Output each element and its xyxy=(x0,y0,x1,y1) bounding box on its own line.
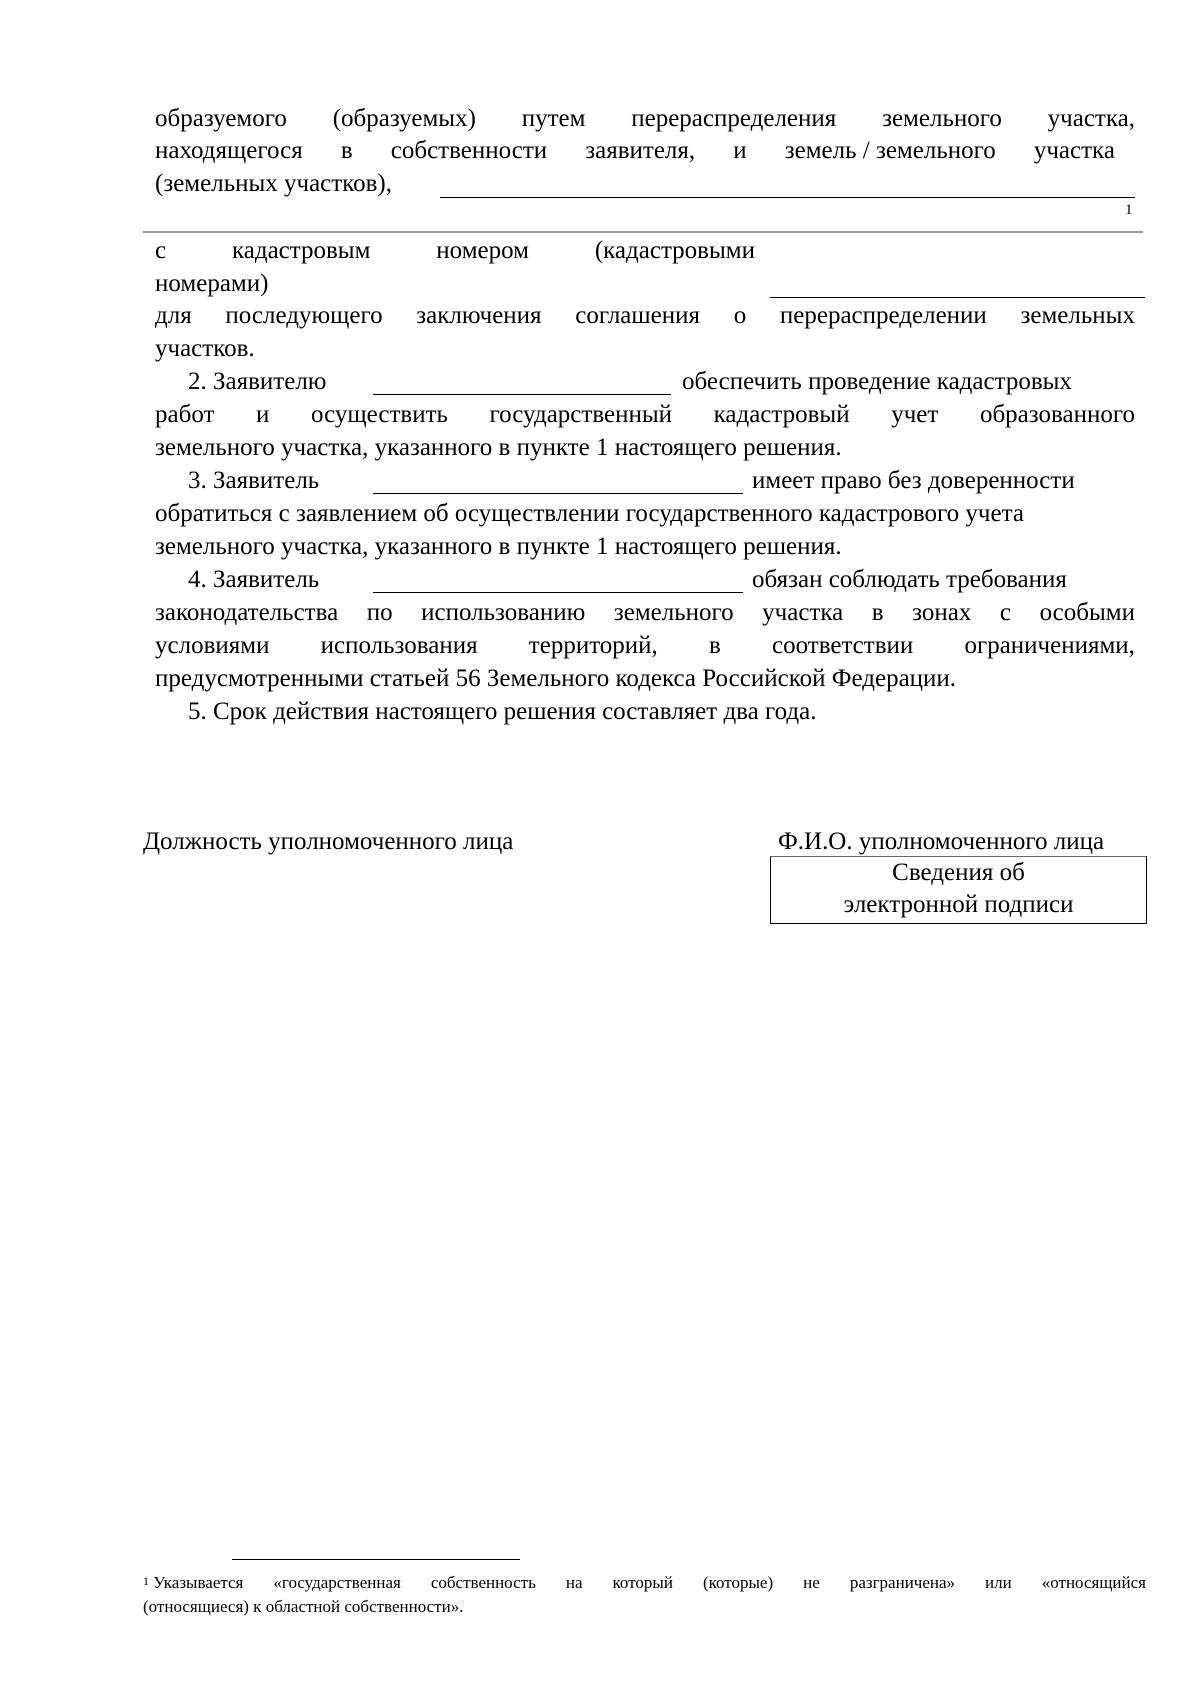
word: законодательства xyxy=(155,599,339,626)
word: земельного xyxy=(882,105,1002,132)
applicant-blank-3[interactable] xyxy=(373,592,743,593)
word: соответствии xyxy=(772,632,914,659)
word: государственный xyxy=(489,401,673,428)
item2-line3: земельного участка, указанного в пункте 1 настоящего решения. xyxy=(155,434,842,461)
word: с xyxy=(155,237,167,264)
word: разграничена» xyxy=(849,1573,956,1592)
word: по xyxy=(366,599,393,626)
item2-lead: 2. Заявителю xyxy=(188,368,327,395)
p1-line2 xyxy=(155,135,1115,167)
word: Указывается xyxy=(153,1573,244,1592)
word: кадастровый xyxy=(713,401,850,428)
word: собственность xyxy=(430,1573,536,1592)
applicant-blank-2[interactable] xyxy=(373,493,743,494)
footnote-line2: (относящиеся) к областной собственности». xyxy=(143,1597,464,1616)
esign-line1: Сведения об xyxy=(892,859,1025,886)
word: о xyxy=(733,302,747,329)
separator-line xyxy=(143,231,1143,233)
item4-lead: 4. Заявитель xyxy=(188,566,320,593)
p1-line3: (земельных участков), xyxy=(155,170,392,197)
word: участка xyxy=(1033,137,1115,164)
position-label: Должность уполномоченного лица xyxy=(143,828,514,855)
word: образуемого xyxy=(155,105,287,132)
word: находящегося xyxy=(155,137,303,164)
word: ограничениями, xyxy=(964,632,1135,659)
p2-line1 xyxy=(155,235,755,267)
word: «государственная xyxy=(273,1573,401,1592)
item2-line2 xyxy=(155,399,1135,431)
footnote-mark-and-word xyxy=(143,1571,243,1595)
electronic-signature-box xyxy=(770,856,1147,924)
item4-line3 xyxy=(155,630,1135,662)
word: (которые) xyxy=(702,1573,774,1592)
word: соглашения xyxy=(575,302,700,329)
word: и xyxy=(733,137,747,164)
word: учет xyxy=(891,401,939,428)
word: (образуемых) xyxy=(332,105,476,132)
word: особыми xyxy=(1039,599,1135,626)
p2-line4: участков. xyxy=(155,335,255,362)
applicant-blank-1[interactable] xyxy=(373,394,671,395)
cadastral-number-blank[interactable] xyxy=(770,297,1145,298)
footnote-separator xyxy=(232,1559,520,1560)
word: использования xyxy=(320,632,478,659)
fill-blank-line[interactable] xyxy=(440,197,1135,198)
word: работ xyxy=(155,401,215,428)
word: зонах xyxy=(912,599,972,626)
name-label: Ф.И.О. уполномоченного лица xyxy=(778,828,1105,855)
word: кадастровым xyxy=(231,237,371,264)
word: и xyxy=(256,401,270,428)
word: в xyxy=(709,632,721,659)
word: заключения xyxy=(416,302,542,329)
item4-tail: обязан соблюдать требования xyxy=(752,566,1067,593)
footnote-ref: 1 xyxy=(1125,202,1133,218)
footnote-mark: 1 xyxy=(143,1574,149,1588)
p1-line1 xyxy=(155,103,1135,135)
word: номером xyxy=(436,237,529,264)
item5-line: 5. Срок действия настоящего решения составляет два года. xyxy=(188,698,817,725)
word: на xyxy=(565,1573,583,1592)
word: путем xyxy=(521,105,586,132)
item3-line3: земельного участка, указанного в пункте 1 настоящего решения. xyxy=(155,533,842,560)
word: земельного xyxy=(613,599,734,626)
word: который xyxy=(612,1573,673,1592)
word: участка xyxy=(762,599,844,626)
footnote xyxy=(143,1571,1146,1619)
word: в xyxy=(340,137,353,164)
p2-line2: номерами) xyxy=(155,270,269,297)
esign-line2: электронной подписи xyxy=(843,891,1074,918)
word: использованию xyxy=(421,599,586,626)
word: (кадастровыми xyxy=(594,237,755,264)
word: образованного xyxy=(979,401,1135,428)
item3-lead: 3. Заявитель xyxy=(188,467,320,494)
word: осуществить xyxy=(311,401,448,428)
word: для xyxy=(155,302,192,329)
word: или xyxy=(985,1573,1012,1592)
footnote-line1 xyxy=(143,1571,1146,1595)
word: территорий, xyxy=(528,632,658,659)
word: условиями xyxy=(155,632,270,659)
p2-line3 xyxy=(155,300,1135,332)
word: земельных xyxy=(1020,302,1135,329)
item3-tail: имеет право без доверенности xyxy=(752,467,1075,494)
word: заявителя, xyxy=(585,137,696,164)
word: «относящийся xyxy=(1041,1573,1146,1592)
word: участка, xyxy=(1047,105,1135,132)
word: не xyxy=(803,1573,820,1592)
item4-line4: предусмотренными статьей 56 Земельного кодекса Российской Федерации. xyxy=(155,665,957,692)
word: собственности xyxy=(390,137,548,164)
word: земель / земельного xyxy=(784,137,996,164)
word: с xyxy=(999,599,1012,626)
word: перераспределении xyxy=(779,302,987,329)
word: последующего xyxy=(225,302,383,329)
item2-tail: обеспечить проведение кадастровых xyxy=(682,368,1072,395)
item3-line2: обратиться с заявлением об осуществлении государственного кадастрового учета xyxy=(155,500,1024,527)
word: в xyxy=(871,599,884,626)
word: перераспределения xyxy=(631,105,837,132)
item4-line2 xyxy=(155,597,1135,629)
